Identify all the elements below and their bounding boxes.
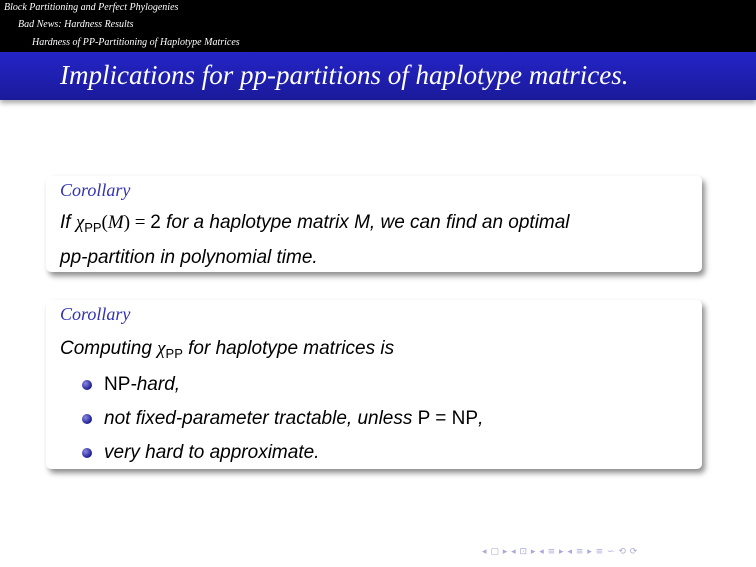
frame-title: Implications for pp-partitions of haplotype matrices.: [60, 60, 629, 90]
list-item: [82, 368, 483, 402]
corollary-body: [60, 208, 700, 273]
matrix-var: M: [107, 212, 124, 233]
subscript-pp: PP: [84, 220, 102, 235]
corollary-intro: [60, 334, 700, 369]
chi-symbol: χ: [75, 212, 85, 233]
number: 2: [150, 212, 161, 233]
corollary-heading: Corollary: [60, 180, 131, 200]
subscript-pp: PP: [165, 346, 183, 361]
bullet-icon: [82, 380, 92, 390]
text-span: very hard to approximate.: [104, 442, 320, 463]
nav-section[interactable]: Block Partitioning and Perfect Phylogenies: [4, 2, 179, 13]
equals: ) =: [123, 212, 151, 233]
list-item: [82, 402, 483, 436]
text-span: If: [60, 212, 76, 233]
np-text: NP: [104, 374, 131, 395]
bullet-icon: [82, 414, 92, 424]
text-span: , we can find an optimal: [369, 212, 570, 233]
text-span: Computing: [60, 338, 158, 359]
corollary-block-2: [46, 300, 702, 469]
text-span: for a haplotype matrix: [160, 212, 355, 233]
chi-symbol: χ: [157, 338, 166, 359]
corollary-block-1: [46, 176, 702, 272]
corollary-line: [60, 208, 700, 243]
text-span: ,: [478, 408, 484, 429]
paren: (: [101, 212, 108, 233]
p-equals-np: P = NP: [417, 408, 479, 429]
beamer-navigation-icons[interactable]: ◂ ▢ ▸ ◂ ⊡ ▸ ◂ ≡ ▸ ◂ ≡ ▸ ≡ ∽ ⟲ ⟳: [482, 547, 638, 557]
nav-subsubsection[interactable]: Hardness of PP-Partitioning of Haplotype Matrices: [32, 37, 240, 48]
nav-subsection[interactable]: Bad News: Hardness Results: [18, 19, 134, 30]
text-span: -hard,: [130, 374, 181, 395]
bullet-icon: [82, 448, 92, 458]
matrix-var: M: [354, 212, 370, 233]
list-item: [82, 436, 483, 470]
corollary-heading: Corollary: [60, 304, 131, 324]
text-span: for haplotype matrices is: [182, 338, 395, 359]
text-span: not fixed-parameter tractable, unless: [104, 408, 418, 429]
corollary-list: [82, 368, 483, 470]
corollary-line: pp-partition in polynomial time.: [60, 247, 318, 268]
